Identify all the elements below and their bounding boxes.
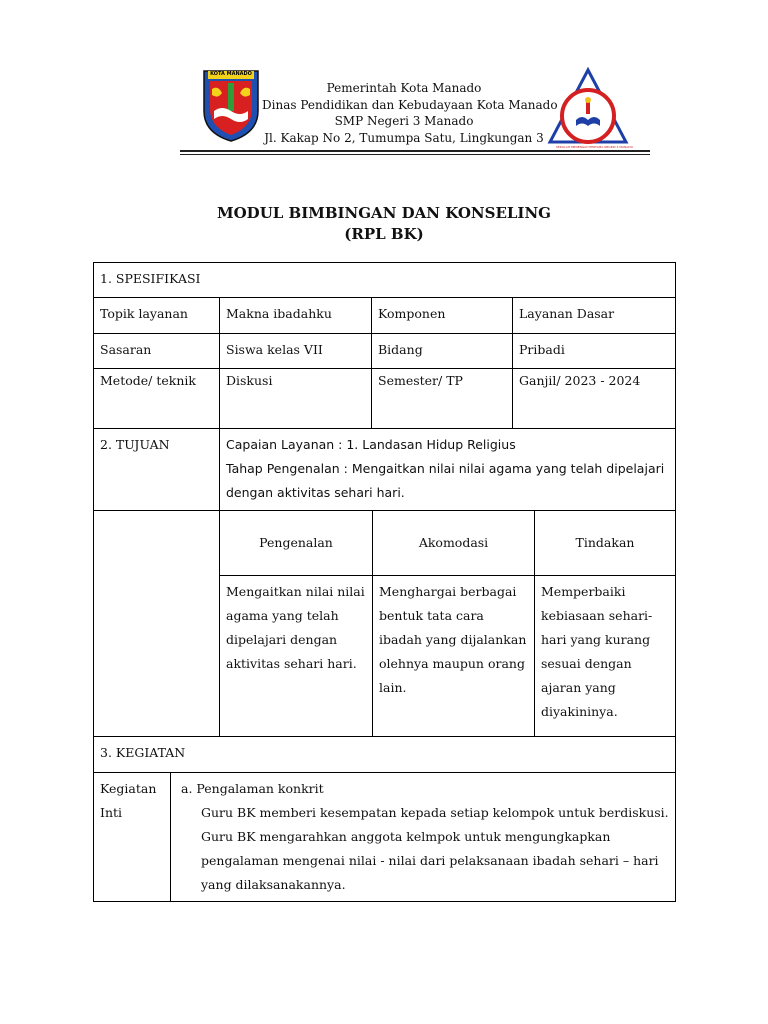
- spec-value: Diskusi: [226, 373, 273, 388]
- left-logo-text: KOTA MANADO: [210, 71, 252, 77]
- letterhead-rule-thin: [180, 154, 650, 155]
- smp-negeri-3-logo: [546, 66, 633, 150]
- pengalaman-konkrit-title: a. Pengalaman konkrit: [181, 781, 324, 796]
- title-line-1: MODUL BIMBINGAN DAN KONSELING: [217, 204, 551, 222]
- letterhead-line-2: Dinas Pendidikan dan Kebudayaan Kota Manado: [262, 97, 558, 112]
- right-logo-text: SEKOLAH MENENGAH PERTAMA NEGERI 3 MANADO: [556, 145, 633, 149]
- stage-header: Akomodasi: [418, 535, 489, 550]
- spec-label: Metode/ teknik: [100, 373, 196, 388]
- spesifikasi-header-row: [94, 263, 676, 298]
- letterhead-text: [262, 80, 558, 146]
- spec-value: Layanan Dasar: [519, 306, 615, 321]
- letterhead-line-3: SMP Negeri 3 Manado: [334, 114, 474, 128]
- table-row: [94, 298, 676, 334]
- tujuan-stages-table: [93, 510, 676, 737]
- document-title: [0, 203, 768, 245]
- spec-label: Sasaran: [100, 342, 152, 357]
- capaian-layanan: Capaian Layanan : 1. Landasan Hidup Religius: [226, 437, 516, 452]
- letterhead-line-4: Jl. Kakap No 2, Tumumpa Satu, Lingkungan 3: [264, 130, 544, 145]
- tujuan-label: 2. TUJUAN: [100, 437, 170, 452]
- kegiatan-header-row: [94, 737, 676, 773]
- spec-value: Siswa kelas VII: [226, 342, 323, 357]
- spec-value: Makna ibadahku: [226, 306, 332, 321]
- spec-label: Komponen: [378, 306, 446, 321]
- module-table: [93, 262, 676, 511]
- table-row: [94, 369, 676, 429]
- spec-label: Semester/ TP: [378, 373, 463, 388]
- stage-header: Pengenalan: [259, 535, 333, 550]
- spec-label: Bidang: [378, 342, 423, 357]
- title-line-2: (RPL BK): [344, 225, 424, 243]
- spec-label: Topik layanan: [100, 306, 188, 321]
- kegiatan-header: 3. KEGIATAN: [100, 745, 186, 760]
- stage-description: Menghargai berbagai bentuk tata cara ibadah yang dijalankan olehnya maupun orang lain.: [379, 584, 527, 695]
- letterhead-line-1: Pemerintah Kota Manado: [326, 81, 482, 95]
- stage-description: Memperbaiki kebiasaan sehari-hari yang kurang sesuai dengan ajaran yang diyakininya.: [541, 584, 653, 719]
- stage-header: Tindakan: [575, 535, 635, 550]
- kegiatan-label: Kegiatan Inti: [100, 781, 157, 820]
- kegiatan-table: [93, 736, 676, 902]
- pengalaman-konkrit-text: Guru BK memberi kesempatan kepada setiap kelompok untuk berdiskusi. Guru BK mengarahkan anggota kelmpok untuk mengungkapkan pengalaman mengenai nilai - nilai dari pelaksanaan ibadah sehari – hari yang dilaksanakannya.: [201, 805, 669, 892]
- kegiatan-inti-row: [94, 773, 676, 902]
- tujuan-row: [94, 429, 676, 511]
- letterhead-rule-thick: [180, 150, 650, 152]
- stage-description: Mengaitkan nilai nilai agama yang telah dipelajari dengan aktivitas sehari hari.: [226, 584, 365, 671]
- tahap-pengenalan: Tahap Pengenalan : Mengaitkan nilai nilai agama yang telah dipelajari dengan aktivitas sehari hari.: [226, 461, 665, 500]
- stages-header-row: [94, 511, 676, 576]
- kota-manado-logo: [200, 67, 262, 143]
- spec-value: Pribadi: [519, 342, 565, 357]
- stages-blank-cell: [94, 511, 220, 737]
- spesifikasi-header: 1. SPESIFIKASI: [100, 271, 201, 286]
- spec-value: Ganjil/ 2023 - 2024: [519, 373, 641, 388]
- table-row: [94, 334, 676, 369]
